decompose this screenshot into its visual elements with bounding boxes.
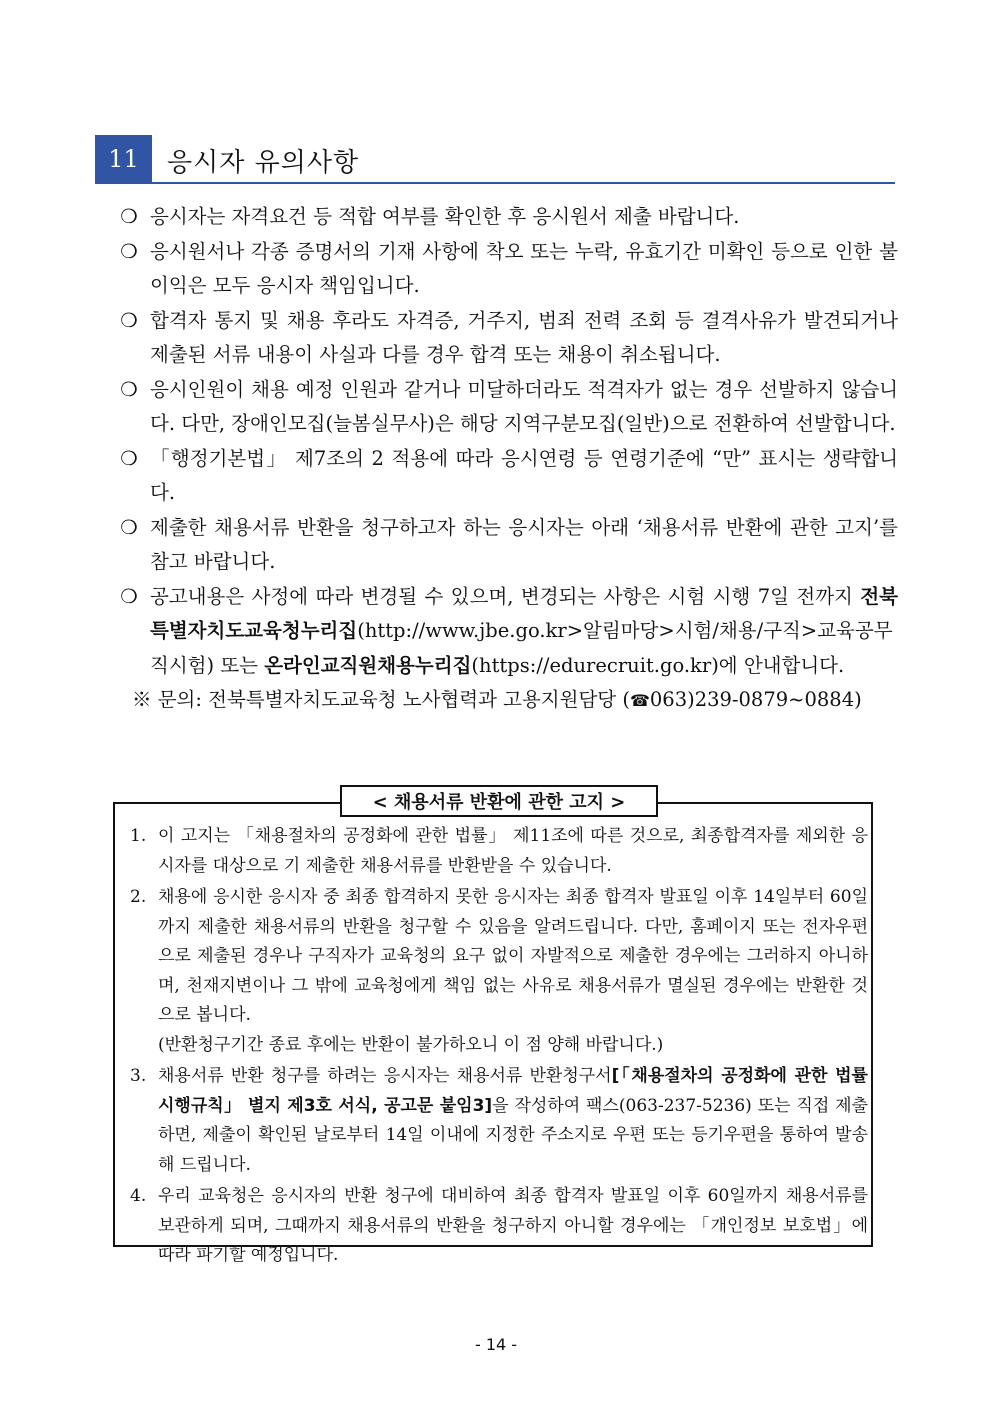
bullet-icon: ❍: [120, 446, 138, 470]
section-number: 11: [95, 135, 152, 183]
note-text: 응시원서나 각종 증명서의 기재 사항에 착오 또는 누락, 유효기간 미확인 등으로 인한 불이익은 모두 응시자 책임입니다.: [150, 239, 898, 297]
item-note: (반환청구기간 종료 후에는 반환이 불가하오니 이 점 양해 바랍니다.): [158, 1034, 664, 1055]
item-number: 2.: [130, 887, 147, 907]
jbe-site-url: (http://www.jbe.go.kr>알림마당>시험/채용/구직>교육공무직시험) 또는: [150, 619, 893, 677]
notice-list: [118, 200, 898, 719]
jbe-site-name: 전북특별자치도교육청누리집: [150, 584, 898, 642]
note-text: 제출한 채용서류 반환을 청구하고자 하는 응시자는 아래 ‘채용서류 반환에 관한 고지’를 참고 바랍니다.: [150, 515, 898, 573]
bullet-icon: ❍: [120, 515, 138, 539]
list-item: [118, 373, 898, 442]
item-number: 3.: [130, 1066, 147, 1086]
section-title: 응시자 유의사항: [167, 148, 360, 178]
bullet-icon: ❍: [120, 377, 138, 401]
list-item: [130, 1182, 868, 1271]
list-item: [118, 235, 898, 304]
item-number: 1.: [130, 826, 147, 846]
item-text: 채용에 응시한 응시자 중 최종 합격하지 못한 응시자는 최종 합격자 발표일 이후 14일부터 60일까지 제출한 채용서류의 반환을 청구할 수 있음을 알려드립니다. 다만, 홈페이지 또는 전자우편으로 제출된 경우나 구직자가 교육청의 요구 없이 자발적으로 제출한 경우에는 그러하지 아니하며, 천재지변이나 그 밖에 교육청에게 책임 없는 사유로 채용서류가 멸실된 경우에는 반환한 것으로 봅니다.: [158, 887, 868, 1025]
edurecruit-site-name: 온라인교직원채용누리집: [264, 653, 472, 677]
section-divider: [95, 182, 895, 184]
list-item: [118, 511, 898, 580]
list-item: [118, 442, 898, 511]
list-item: [130, 1062, 868, 1180]
form-reference: [「채용절차의 공정화에 관한 법률 시행규칙」 별지 제3호 서식, 공고문 붙임3]: [158, 1066, 868, 1116]
bullet-icon: ❍: [120, 308, 138, 332]
list-item: [118, 580, 898, 684]
list-item: [130, 822, 868, 881]
page-number: - 14 -: [474, 1335, 518, 1354]
note-text: 공고내용은 사정에 따라 변경될 수 있으며, 변경되는 사항은 시험 시행 7일 전까지: [150, 584, 861, 608]
section-header: [95, 135, 895, 185]
inquiry-phone: 063)239-0879~0884): [649, 688, 862, 711]
note-text: 「행정기본법」 제7조의 2 적용에 따라 응시연령 등 연령기준에 “만” 표시는 생략합니다.: [150, 446, 898, 504]
bullet-icon: ❍: [120, 239, 138, 263]
notice-box-title: < 채용서류 반환에 관한 고지 >: [340, 785, 658, 817]
item-number: 4.: [130, 1186, 147, 1206]
list-item: [118, 200, 898, 235]
bullet-icon: ❍: [120, 584, 138, 608]
item-text-cont: 을 작성하여 팩스(063-237-5236) 또는 직접 제출하면, 제출이 확인된 날로부터 14일 이내에 지정한 주소지로 우편 또는 등기우편을 통하여 발송해 드립니다.: [158, 1095, 868, 1175]
note-text: 응시인원이 채용 예정 인원과 같거나 미달하더라도 적격자가 없는 경우 선발하지 않습니다. 다만, 장애인모집(늘봄실무사)은 해당 지역구분모집(일반)으로 전환하여 선발합니다.: [150, 377, 898, 435]
inquiry-text: 문의: 전북특별자치도교육청 노사협력과 고용지원담당 (: [157, 688, 630, 711]
phone-icon: ☎: [629, 691, 650, 710]
note-text: 응시자는 자격요건 등 적합 여부를 확인한 후 응시원서 제출 바랍니다.: [150, 205, 740, 228]
edurecruit-site-url: (https://edurecruit.go.kr)에 안내합니다.: [471, 653, 845, 677]
note-text: 합격자 통지 및 채용 후라도 자격증, 거주지, 범죄 전력 조회 등 결격사유가 발견되거나 제출된 서류 내용이 사실과 다를 경우 합격 또는 채용이 취소됩니다.: [150, 308, 898, 366]
inquiry-line: [118, 683, 898, 719]
list-item: [118, 304, 898, 373]
notice-box-items: [130, 822, 868, 1273]
item-text: 채용서류 반환 청구를 하려는 응시자는 채용서류 반환청구서: [158, 1066, 612, 1086]
list-item: [130, 883, 868, 1060]
bullet-icon: ❍: [120, 205, 138, 228]
item-text: 우리 교육청은 응시자의 반환 청구에 대비하여 최종 합격자 발표일 이후 60일까지 채용서류를 보관하게 되며, 그때까지 채용서류의 반환을 청구하지 아니할 경우에는 「개인정보 보호법」에 따라 파기할 예정입니다.: [158, 1186, 868, 1265]
item-text: 이 고지는 「채용절차의 공정화에 관한 법률」 제11조에 따른 것으로, 최종합격자를 제외한 응시자를 대상으로 기 제출한 채용서류를 반환받을 수 있습니다.: [158, 826, 868, 876]
reference-mark: ※: [132, 688, 152, 711]
